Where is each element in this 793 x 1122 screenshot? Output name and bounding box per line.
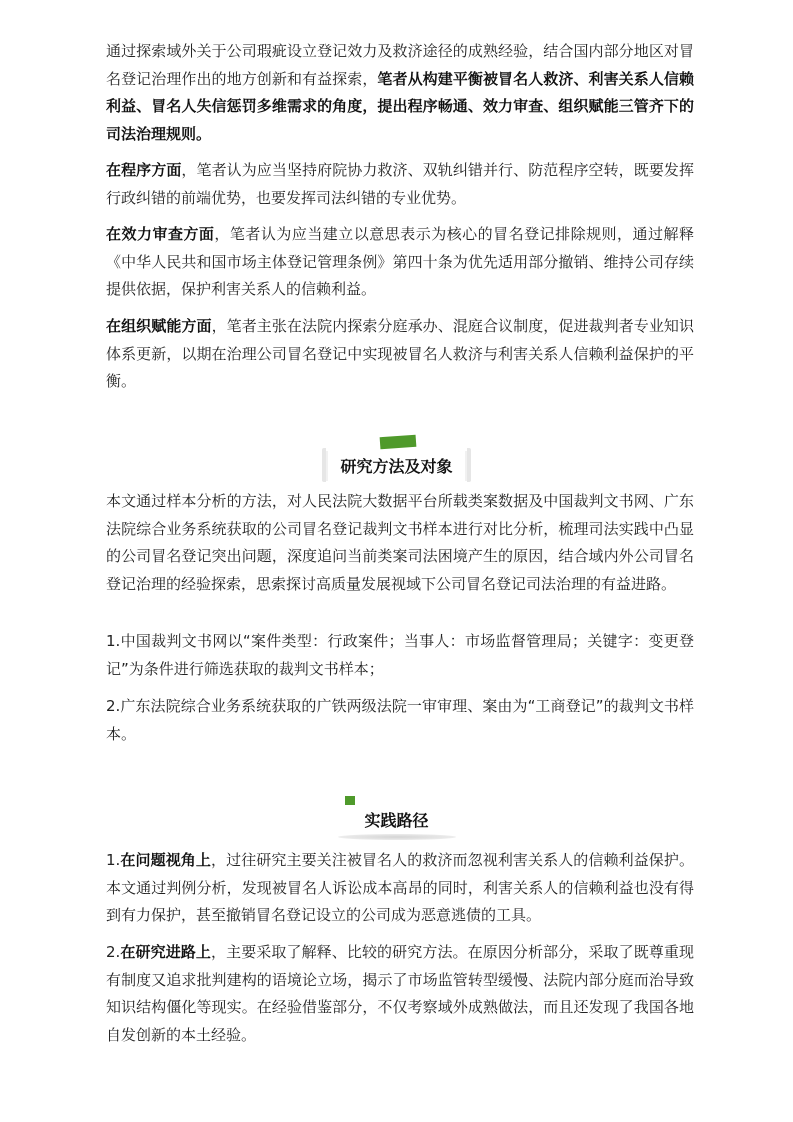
validity-label: 在效力审查方面 [106,225,215,243]
practice-1-number: 1. [106,851,121,869]
methods-sample-2: 2.广东法院综合业务系统获取的广铁两级法院一审审理、案由为“工商登记”的裁判文书样本。 [106,697,694,743]
validity-paragraph [106,221,694,304]
brush-underline-decoration [338,834,456,840]
methods-sample-1: 1.中国裁判文书网以“案件类型：行政案件；当事人：市场监督管理局；关键字：变更登记”为条件进行筛选获取的裁判文书样本； [106,632,694,678]
heading-bracket-left [322,448,326,482]
practice-1-label: 在问题视角上 [120,851,211,869]
heading-bracket-right [467,448,471,482]
procedure-paragraph [106,157,694,212]
organization-text: ，笔者主张在法院内探索分庭承办、混庭合议制度，促进裁判者专业知识体系更新，以期在治理公司冒名登记中实现被冒名人救济与利害关系人信赖利益保护的平衡。 [106,317,694,390]
organization-label: 在组织赋能方面 [106,317,212,335]
procedure-label: 在程序方面 [106,161,182,179]
procedure-text: ，笔者认为应当坚持府院协力救济、双轨纠错并行、防范程序空转，既要发挥行政纠错的前端优势，也要发挥司法纠错的专业优势。 [106,161,694,207]
practice-paragraph-2 [106,939,694,1049]
organization-paragraph [106,313,694,396]
practice-2-number: 2. [106,943,121,961]
practice-2-text: ，主要采取了解释、比较的研究方法。在原因分析部分，采取了既尊重现有制度又追求批判建构的语境论立场，揭示了市场监管转型缓慢、法院内部分庭而治导致知识结构僵化等现实。在经验借鉴部分，不仅考察域外成熟做法，而且还发现了我国各地自发创新的本土经验。 [106,943,694,1044]
methods-heading-box [322,448,470,483]
practice-paragraph-1 [106,847,694,930]
methods-heading-text: 研究方法及对象 [340,457,453,476]
practice-1-text: ，过往研究主要关注被冒名人的救济而忽视利害关系人的信赖利益保护。本文通过判例分析，发现被冒名人诉讼成本高昂的同时，利害关系人的信赖利益也没有得到有力保护，甚至撤销冒名登记设立的公司成为恶意逃债的工具。 [106,851,694,924]
practice-heading-text: 实践路径 [364,811,429,830]
intro-text: 通过探索域外关于公司瑕疵设立登记效力及救济途径的成熟经验，结合国内部分地区对冒名登记治理作出的地方创新和有益探索， [106,42,694,88]
practice-2-label: 在研究进路上 [120,943,211,961]
validity-text: ，笔者认为应当建立以意思表示为核心的冒名登记排除规则，通过解释《中华人民共和国市场主体登记管理条例》第四十条为优先适用部分撤销、维持公司存续提供依据，保护利害关系人的信赖利益。 [106,225,694,298]
intro-bold-text: 笔者从构建平衡被冒名人救济、利害关系人信赖利益、冒名人失信惩罚多维需求的角度，提出程序畅通、效力审查、组织赋能三管齐下的司法治理规则。 [106,69,694,143]
practice-heading [0,802,793,837]
methods-heading [0,448,793,483]
methods-paragraph: 本文通过样本分析的方法，对人民法院大数据平台所载类案数据及中国裁判文书网、广东法院综合业务系统获取的公司冒名登记裁判文书样本进行对比分析，梳理司法实践中凸显的公司冒名登记突出问题，深度追问当前类案司法困境产生的原因，结合域内外公司冒名登记治理的经验探索，思索探讨高质量发展视域下公司冒名登记司法治理的有益进路。 [106,492,694,593]
intro-paragraph [106,38,694,148]
